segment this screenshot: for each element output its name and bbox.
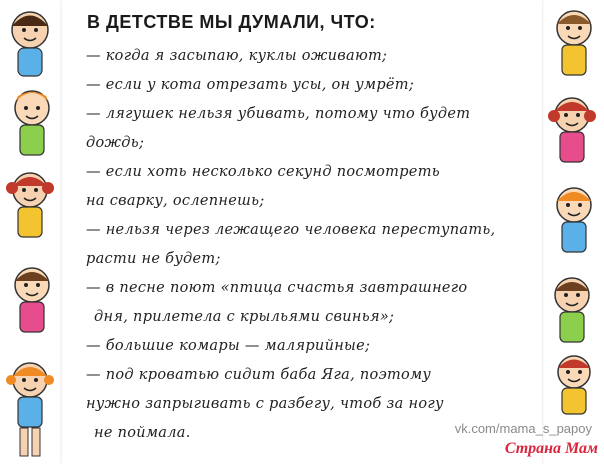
list-line: дня, прилетела с крыльями свинья»;: [94, 309, 395, 325]
right-kids-border: [542, 0, 604, 464]
heading: В ДЕТСТВЕ МЫ ДУМАЛИ, ЧТО:: [87, 12, 376, 32]
list-line: на сварку, ослепнешь;: [86, 193, 265, 209]
list-line: не поймала.: [94, 425, 191, 441]
kids-illustration-left: [0, 0, 62, 464]
childhood-beliefs-list: [86, 42, 536, 448]
list-line: — большие комары — малярийные;: [86, 338, 371, 354]
list-line: — нельзя через лежащего человека переступать,: [86, 222, 496, 238]
left-kids-border: [0, 0, 62, 464]
list-line: — в песне поют «птица счастья завтрашнего: [86, 280, 468, 296]
list-line: расти не будет;: [86, 251, 221, 267]
kids-illustration-right: [542, 0, 604, 464]
list-line: — когда я засыпаю, куклы оживают;: [86, 48, 388, 64]
watermark: vk.com/mama_s_papoy: [454, 421, 592, 436]
list-line: — если хоть несколько секунд посмотреть: [86, 164, 440, 180]
list-line: нужно запрыгивать с разбегу, чтоб за ногу: [86, 396, 444, 412]
list-line: — если у кота отрезать усы, он умрёт;: [86, 77, 415, 93]
site-logo: Страна Мам: [504, 440, 598, 457]
list-line: — лягушек нельзя убивать, потому что будет: [86, 106, 471, 122]
list-line: — под кроватью сидит баба Яга, поэтому: [86, 367, 432, 383]
list-line: дождь;: [86, 135, 145, 151]
text-panel: [62, 0, 542, 464]
